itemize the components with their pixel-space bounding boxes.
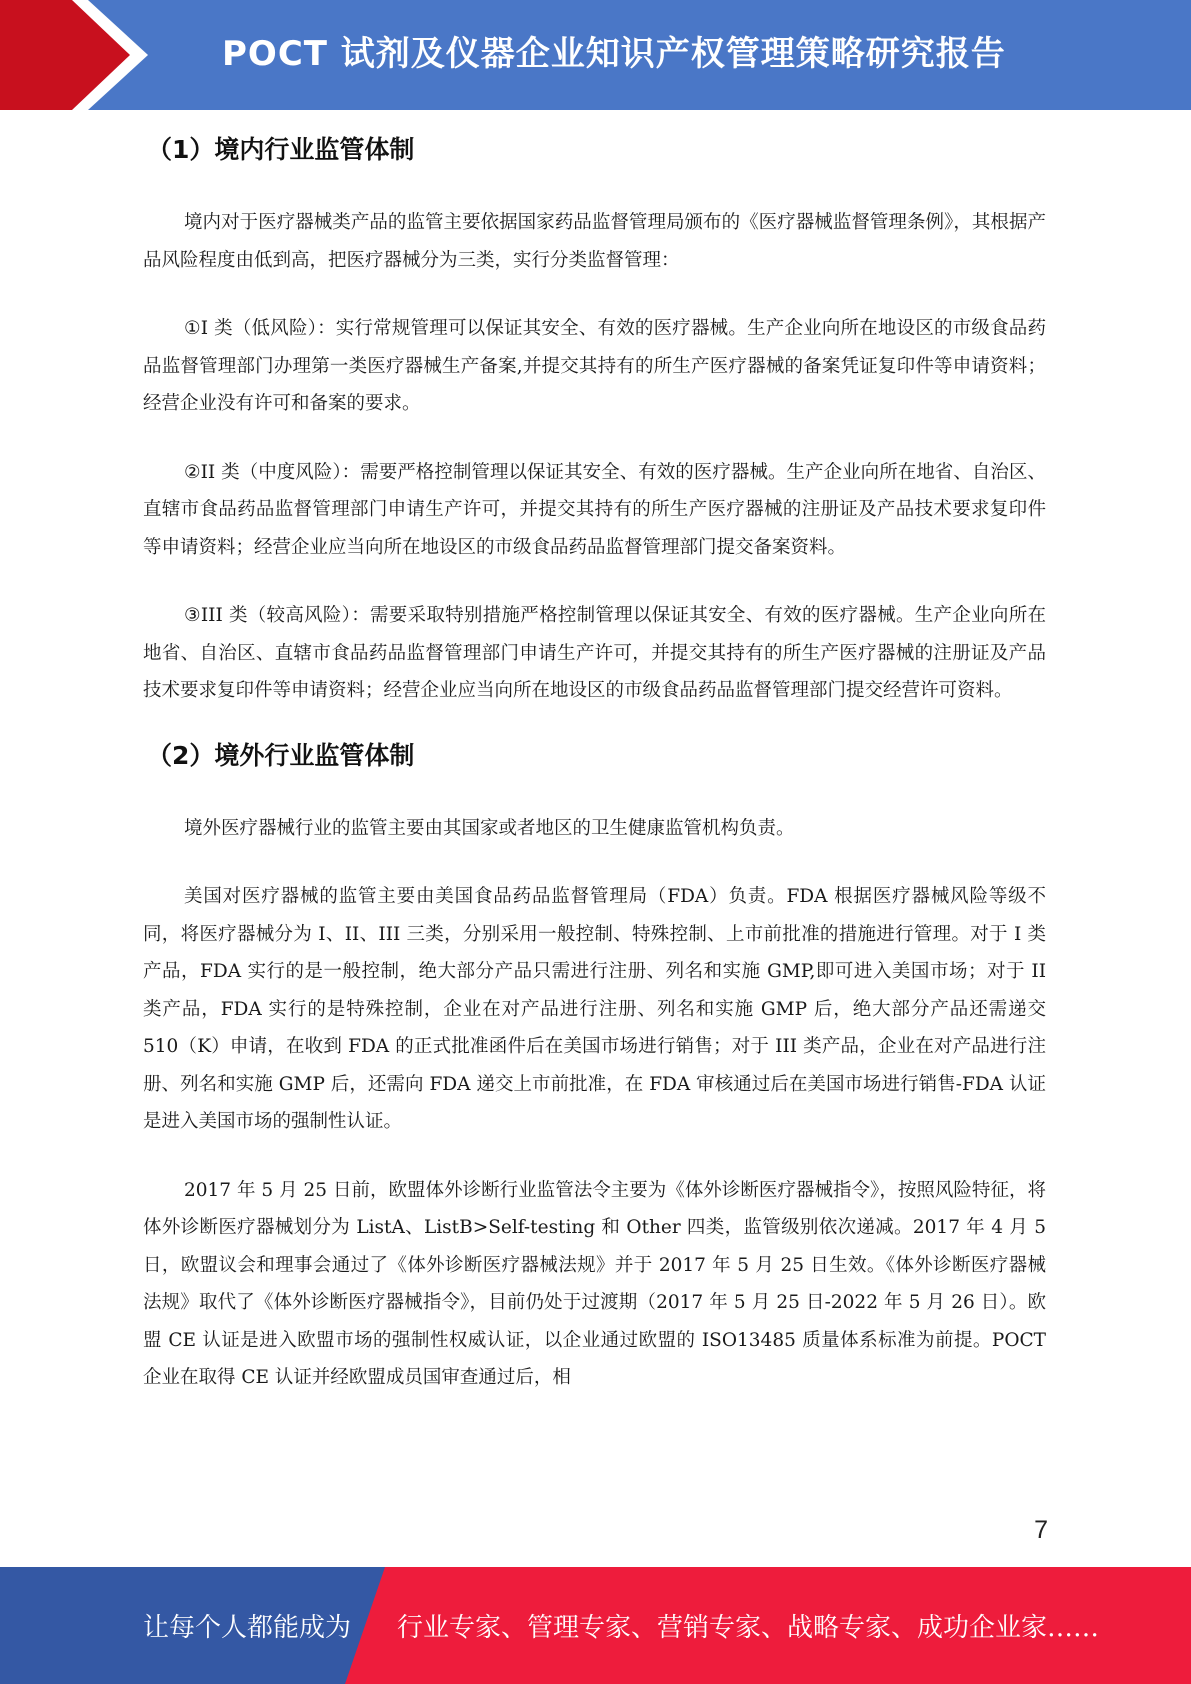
footer-slogan-left: 让每个人都能成为 [143,1613,352,1643]
page-footer [0,1567,1191,1684]
page-content [143,128,1046,1397]
header-red-chevron [0,0,155,110]
footer-slogan-right: 行业专家、管理专家、营销专家、战略专家、成功企业家…… [397,1613,1100,1643]
paragraph: ①I 类（低风险）：实行常规管理可以保证其安全、有效的医疗器械。生产企业向所在地设区的市级食品药品监督管理部门办理第一类医疗器械生产备案,并提交其持有的所生产医疗器械的备案凭证复印件等申请资料；经营企业没有许可和备案的要求。 [143,318,1046,414]
report-title: POCT 试剂及仪器企业知识产权管理策略研究报告 [222,34,1006,74]
paragraph: 2017 年 5 月 25 日前，欧盟体外诊断行业监管法令主要为《体外诊断医疗器械指令》，按照风险特征，将体外诊断医疗器械划分为 ListA、ListB>Self-testing 和 Other 四类，监管级别依次递减。2017 年 4 月 5 日，欧盟议会和理事会通过了《体外诊断医疗器械法规》并于 2017 年 5 月 25 日生效。《体外诊断医疗器械法规》取代了《体外诊断医疗器械指令》，目前仍处于过渡期（2017 年 5 月 25 日-2022 年 5 月 26 日）。欧盟 CE 认证是进入欧盟市场的强制性权威认证，以企业通过欧盟的 ISO13485 质量体系标准为前提。POCT 企业在取得 CE 认证并经欧盟成员国审查通过后，相 [143,1179,1046,1388]
section-heading-overseas: （2）境外行业监管体制 [147,740,415,770]
page-header [0,0,1191,110]
paragraph: ③III 类（较高风险）：需要采取特别措施严格控制管理以保证其安全、有效的医疗器械。生产企业向所在地省、自治区、直辖市食品药品监督管理部门申请生产许可，并提交其持有的所生产医疗器械的注册证及产品技术要求复印件等申请资料；经营企业应当向所在地设区的市级食品药品监督管理部门提交经营许可资料。 [143,605,1046,701]
paragraph: 美国对医疗器械的监管主要由美国食品药品监督管理局（FDA）负责。FDA 根据医疗器械风险等级不同，将医疗器械分为 I、II、III 三类，分别采用一般控制、特殊控制、上市前批准的措施进行管理。对于 I 类产品，FDA 实行的是一般控制，绝大部分产品只需进行注册、列名和实施 GMP,即可进入美国市场；对于 II 类产品，FDA 实行的是特殊控制，企业在对产品进行注册、列名和实施 GMP 后，绝大部分产品还需递交 510（K）申请，在收到 FDA 的正式批准函件后在美国市场进行销售；对于 III 类产品，企业在对产品进行注册、列名和实施 GMP 后，还需向 FDA 递交上市前批准，在 FDA 审核通过后在美国市场进行销售-FDA 认证是进入美国市场的强制性认证。 [143,886,1046,1132]
paragraph: ②II 类（中度风险）：需要严格控制管理以保证其安全、有效的医疗器械。生产企业向所在地省、自治区、直辖市食品药品监督管理部门申请生产许可，并提交其持有的所生产医疗器械的注册证及产品技术要求复印件等申请资料；经营企业应当向所在地设区的市级食品药品监督管理部门提交备案资料。 [143,461,1046,558]
paragraph: 境内对于医疗器械类产品的监管主要依据国家药品监督管理局颁布的《医疗器械监督管理条例》，其根据产品风险程度由低到高，把医疗器械分为三类，实行分类监督管理： [143,212,1046,271]
section-heading-domestic: （1）境内行业监管体制 [147,135,415,164]
page-number: 7 [1034,1516,1048,1544]
paragraph: 境外医疗器械行业的监管主要由其国家或者地区的卫生健康监管机构负责。 [184,817,795,839]
